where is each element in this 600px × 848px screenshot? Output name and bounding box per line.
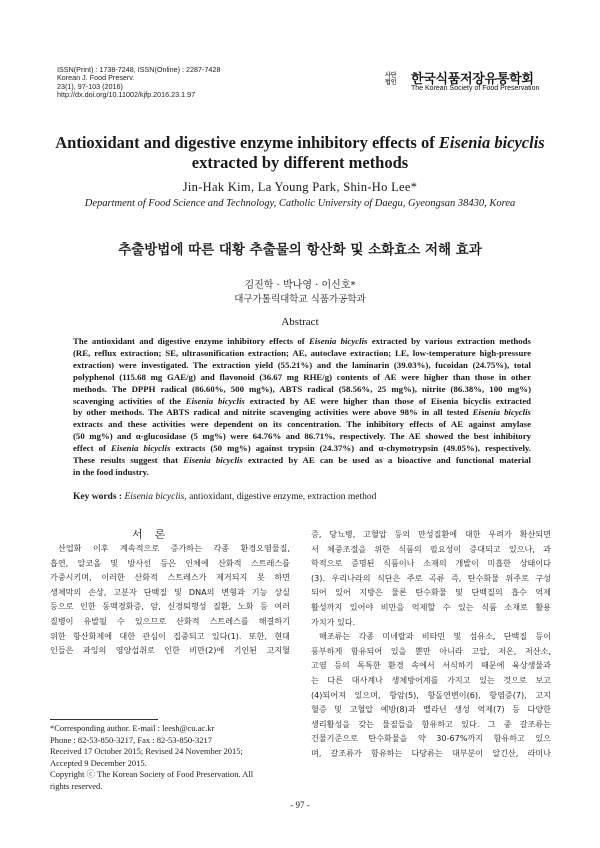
footnote-line: Received 17 October 2015; Revised 24 November 2015; xyxy=(50,746,243,757)
footnote xyxy=(50,723,295,793)
logo-mark-icon xyxy=(383,69,409,89)
abstract-body xyxy=(73,336,531,479)
author-list: Jin-Hak Kim, La Young Park, Shin-Ho Lee* xyxy=(182,180,418,194)
abstract-line: scavenging activities of the Eisenia bicyclis extracted by AE were higher than those of Eisenia bicyclis extracted xyxy=(73,395,531,406)
journal-name: Korean J. Food Preserv. xyxy=(57,73,135,83)
body-text-line: 가중시키며, 이러한 산화적 스트레스가 제거되지 못 하면 xyxy=(50,572,290,583)
abstract-line: effect of Eisenia bicyclis extracts (50 mg%) against trypsin (24.37%) and α-chymotrypsin (49.05%), respectively. xyxy=(73,443,531,454)
body-text-line: 서 체중조절을 위한 식품의 필요성이 증대되고 있으나, 과 xyxy=(311,543,551,554)
body-text-line: 생체막의 손상, 고분자 단백질 및 DNA의 변형과 기능 상실 xyxy=(50,586,290,597)
body-text-line: 고염 등의 독특한 환경 속에서 서식하기 때문에 육상생물과 xyxy=(311,660,551,671)
body-text-line: 풍부하게 함유되어 있을 뿐만 아니라 고압, 저온, 저산소, xyxy=(311,645,551,656)
body-text-line: 생리활성을 갖는 물질들을 함유하고 있다. 그 중 갈조류는 xyxy=(311,718,551,729)
abstract-line: These results suggest that Eisenia bicyclis extracted by AE can be used as a bioactive and functional material xyxy=(73,455,531,466)
volume-pages: 23(1), 97-103 (2016) xyxy=(57,81,123,91)
abstract-line: The antioxidant and digestive enzyme inhibitory effects of Eisenia bicyclis extracted by various extraction methods xyxy=(73,336,531,346)
body-text-line: 혈증 및 고혈압 예방(8)과 멜라닌 생성 억제(7) 등 다양한 xyxy=(311,704,551,715)
title-line: extracted by different methods xyxy=(191,153,409,172)
footnote-divider xyxy=(50,719,158,720)
logo-small-text: 법인 xyxy=(385,79,397,86)
page-number: - 97 - xyxy=(290,800,310,810)
author-affiliation: Department of Food Science and Technology, Catholic University of Daegu, Gyeongsan 38430, Korea xyxy=(84,198,516,209)
keywords-label: Key words : xyxy=(73,492,123,502)
logo-small-text: 사단 xyxy=(385,73,397,79)
abstract-line: methods. The DPPH radical (86.60%, 500 mg%), ABTS radical (58.56%, 25 mg%), nitrite (86.38%, 100 mg%) xyxy=(73,383,531,394)
abstract-line: by other methods. The ABTS radical and nitrite scavenging activities were above 98% in all tested Eisenia bicyclis xyxy=(73,407,531,418)
right-column xyxy=(311,527,551,761)
society-logo xyxy=(383,68,551,98)
society-name-english: The Korean Society of Food Preservation xyxy=(411,85,540,92)
footnote-line: rights reserved. xyxy=(50,780,103,791)
doi-link[interactable]: http://dx.doi.org/10.11002/kjfp.2016.23.1.97 xyxy=(57,90,196,100)
abstract-line: (RE, reflux extraction; SE, ultrasonification extraction; AE, autoclave extraction; LE, low-temperature high-pressure xyxy=(73,347,531,358)
title-line: Antioxidant and digestive enzyme inhibitory effects of Eisenia bicyclis xyxy=(55,133,545,152)
body-text-line: 가치가 있다. xyxy=(311,616,356,627)
footnote-line: Copyright ⓒ The Korean Society of Food Preservation. All xyxy=(50,769,254,780)
body-text-line: 질병이 유발될 수 있으므로 산화적 스트레스를 해결하기 xyxy=(50,615,290,626)
body-text-line: 학적으로 증명된 식품이나 소재의 개발이 미흡한 상태이다 xyxy=(311,558,551,569)
abstract-line: extracts and these activities were dependent on its concentration. The inhibitory effects of AE against amylase xyxy=(73,419,531,430)
body-text-line: 흡연, 알코올 및 방사선 등은 인체에 산화적 스트레스를 xyxy=(50,557,290,568)
abstract-line: in the food industry. xyxy=(73,466,149,477)
body-text-line: 는 다른 대사계나 생체방어계를 가지고 있는 것으로 보고 xyxy=(311,674,551,685)
body-text-line: 며, 갈조류가 함유하는 다당류는 대부분이 알긴산, 라미나 xyxy=(311,747,551,758)
body-text-line: 증, 당뇨병, 고혈압 등의 만성질환에 대한 우려가 확산되면 xyxy=(311,529,551,539)
body-text-line: (3). 우리나라의 식단은 주로 곡류 즉, 탄수화물 위주로 구성 xyxy=(311,572,551,583)
body-text-line: 등으로 인한 동맥경화증, 암, 신경퇴행성 질환, 노화 등 여러 xyxy=(50,601,290,612)
korean-affiliation: 대구가톨릭대학교 식품가공학과 xyxy=(234,294,366,305)
footnote-line: *Corresponding author. E-mail : leesh@cu.ac.kr xyxy=(50,723,215,733)
abstract-heading: Abstract xyxy=(281,316,319,328)
body-text-line: 인들은 과잉의 영양섭취로 인한 비만(2)에 기인된 고지혈 xyxy=(50,645,290,656)
society-name-korean: 한국식품저장유통학회 xyxy=(411,72,534,87)
section-heading-introduction: 서론 xyxy=(132,528,178,541)
keyword-species: Eisenia bicyclis xyxy=(124,492,185,502)
keywords-rest: , antioxidant, digestive enzyme, extraction method xyxy=(184,492,377,502)
korean-title: 추출방법에 따른 대황 추출물의 항산화 및 소화효소 저해 효과 xyxy=(118,242,482,258)
journal-meta xyxy=(57,66,220,100)
body-text-line: 산업화 이후 계속적으로 증가하는 각종 환경오염물질, xyxy=(58,543,290,553)
footnote-line: Accepted 9 December 2015. xyxy=(50,757,147,768)
keywords xyxy=(73,492,376,502)
left-column xyxy=(50,541,290,658)
paper-title xyxy=(50,133,550,173)
body-text-line: 위한 항산화제에 대한 관심이 집중되고 있다(1). 또한, 현대 xyxy=(50,630,290,641)
body-text-line: 되어 있어 지방은 물론 탄수화물 및 단백질의 흡수 억제 xyxy=(311,587,551,598)
footnote-line: Phone : 82-53-850-3217, Fax : 82-53-850-3217 xyxy=(50,734,212,745)
body-text-line: 건물기준으로 탄수화물을 약 30-67%까지 함유하고 있으 xyxy=(311,733,551,744)
abstract-line: polyphenol (115.68 mg GAE/g) and flavonoid (36.67 mg RHE/g) contents of AE were higher than those in other xyxy=(73,371,531,382)
issn-line: ISSN(Print) : 1738-7248, ISSN(Online) : 2287-7428 xyxy=(57,65,221,74)
body-text-line: 해조류는 각종 미네랄과 비타민 및 섬유소, 단백질 등이 xyxy=(319,631,551,642)
abstract-line: (50 mg%) and α-glucosidase (5 mg%) were 64.76% and 86.71%, respectively. The AE showed the best inhibitory xyxy=(73,431,531,442)
body-text-line: 활성까지 있어야 비만을 억제할 수 있는 식품 소재로 활용 xyxy=(311,601,551,612)
body-text-line: (4)되어져 있으며, 항암(5), 항돌연변이(6), 항염증(7), 고지 xyxy=(311,689,551,700)
abstract-line: extraction) were investigated. The extraction yield (55.21%) and the laminarin (39.03%), fucoidan (24.75%), total xyxy=(73,359,531,370)
korean-authors: 김진학 · 박나영 · 이신호* xyxy=(244,280,356,291)
